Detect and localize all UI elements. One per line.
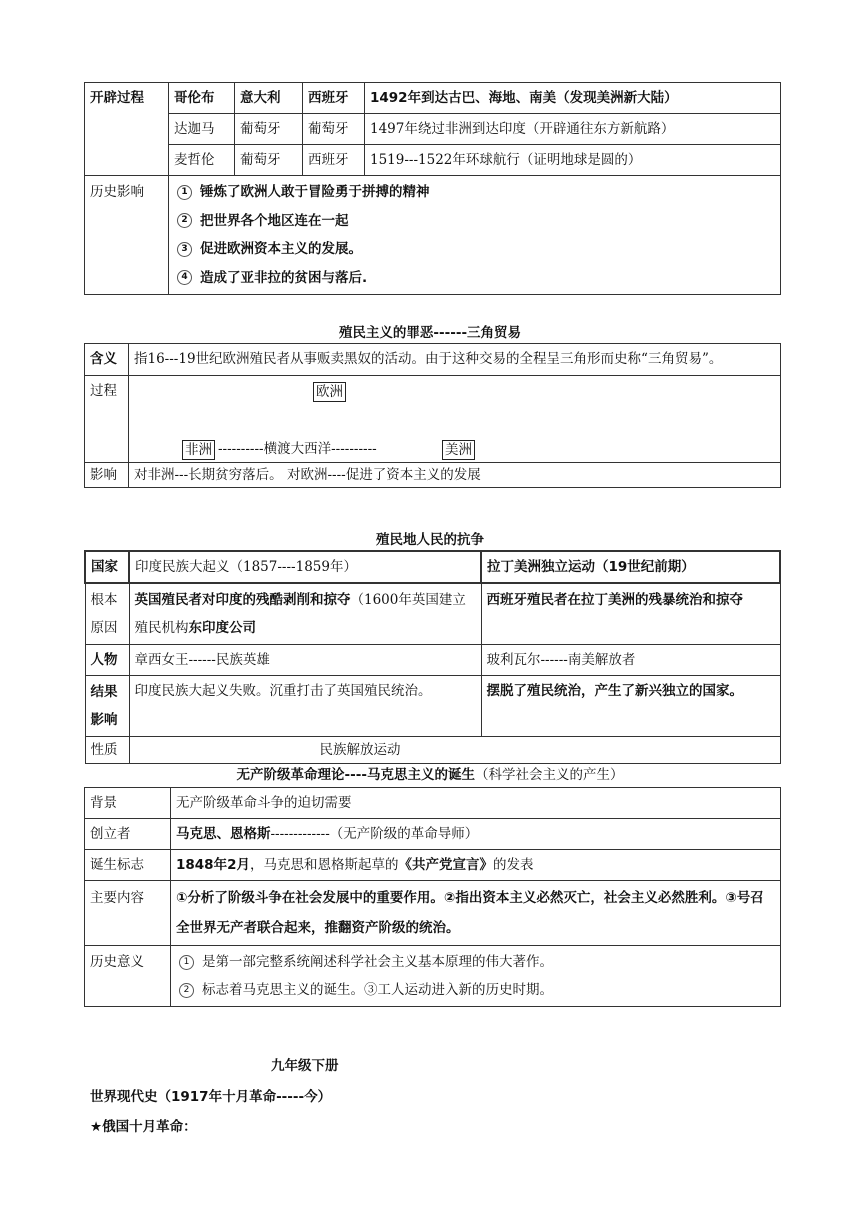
triangle-trade-table xyxy=(84,343,781,488)
meaning-label: 含义 xyxy=(85,344,129,376)
birth-mark-label: 诞生标志 xyxy=(85,850,171,881)
route-atlantic: ----------横渡大西洋---------- xyxy=(218,441,377,457)
india-person: 章西女王------民族英雄 xyxy=(129,645,481,676)
process-label: 开辟过程 xyxy=(85,83,169,176)
result-label: 结果影响 xyxy=(85,676,129,737)
europe-box: 欧洲 xyxy=(313,382,346,402)
background-label: 背景 xyxy=(85,788,171,819)
founder-label: 创立者 xyxy=(85,819,171,850)
modern-history-heading: 世界现代史（1917年十月革命-----今） xyxy=(90,1089,332,1105)
impact-text: 对非洲---长期贫穷落后。 对欧洲----促进了资本主义的发展 xyxy=(129,463,781,488)
navigator-country: 葡萄牙 xyxy=(235,145,303,176)
impact-list xyxy=(169,176,781,295)
october-revolution-heading: ★俄国十月革命： xyxy=(90,1119,197,1135)
africa-box: 非洲 xyxy=(182,440,215,460)
section-title-triangle-trade: 殖民主义的罪恶------三角贸易 xyxy=(338,325,522,341)
india-cause: 英国殖民者对印度的残酷剥削和掠夺（1600年英国建立殖民机构东印度公司 xyxy=(129,583,481,645)
circled-number: 1 xyxy=(177,185,192,200)
circled-number: 1 xyxy=(179,955,194,970)
circled-number: 3 xyxy=(177,242,192,257)
america-box: 美洲 xyxy=(442,440,475,460)
significance-list xyxy=(171,946,781,1007)
impact-label: 影响 xyxy=(85,463,129,488)
content-text: ①分析了阶级斗争在社会发展中的重要作用。②指出资本主义必然灭亡，社会主义必然胜利。③号召全世界无产者联合起来，推翻资产阶级的统治。 xyxy=(171,881,781,946)
navigator-name: 哥伦布 xyxy=(169,83,235,114)
india-header: 印度民族大起义（1857----1859年） xyxy=(129,551,481,583)
latin-person: 玻利瓦尔------南美解放者 xyxy=(481,645,780,676)
list-item: 2 把世界各个地区连在一起 xyxy=(174,207,775,236)
list-item: 3 促进欧洲资本主义的发展。 xyxy=(174,235,775,264)
grade-heading: 九年级下册 xyxy=(271,1058,339,1074)
country-label: 国家 xyxy=(85,551,129,583)
person-label: 人物 xyxy=(85,645,129,676)
navigator-name: 麦哲伦 xyxy=(169,145,235,176)
significance-label: 历史意义 xyxy=(85,946,171,1007)
circled-number: 4 xyxy=(177,270,192,285)
cause-label: 根本原因 xyxy=(85,583,129,645)
latin-result: 摆脱了殖民统治，产生了新兴独立的国家。 xyxy=(481,676,780,737)
latin-cause: 西班牙殖民者在拉丁美洲的残暴统治和掠夺 xyxy=(481,583,780,645)
sponsor-country: 西班牙 xyxy=(303,83,365,114)
list-item: 4 造成了亚非拉的贫困与落后. xyxy=(174,264,775,293)
sponsor-country: 西班牙 xyxy=(303,145,365,176)
content-label: 主要内容 xyxy=(85,881,171,946)
meaning-text: 指16---19世纪欧洲殖民者从事贩卖黑奴的活动。由于这种交易的全程呈三角形而史称“三角贸易”。 xyxy=(129,344,781,376)
navigator-country: 葡萄牙 xyxy=(235,114,303,145)
section-title-marxism: 无产阶级革命理论----马克思主义的诞生（科学社会主义的产生） xyxy=(236,767,624,783)
voyage-event: 1497年绕过非洲到达印度（开辟通往东方新航路） xyxy=(365,114,781,145)
navigator-country: 意大利 xyxy=(235,83,303,114)
process-diagram xyxy=(129,376,781,463)
process-label: 过程 xyxy=(85,376,129,463)
resistance-table xyxy=(84,550,781,764)
voyage-event: 1519---1522年环球航行（证明地球是圆的） xyxy=(365,145,781,176)
navigation-table xyxy=(84,82,781,295)
list-item: 2 标志着马克思主义的诞生。③工人运动进入新的历史时期。 xyxy=(176,976,775,1004)
impact-label: 历史影响 xyxy=(85,176,169,295)
birth-mark-text: 1848年2月，马克思和恩格斯起草的《共产党宣言》的发表 xyxy=(171,850,781,881)
list-item: 1 是第一部完整系统阐述科学社会主义基本原理的伟大著作。 xyxy=(176,948,775,976)
marxism-table xyxy=(84,787,781,1007)
founder-text: 马克思、恩格斯-------------（无产阶级的革命导师） xyxy=(171,819,781,850)
sponsor-country: 葡萄牙 xyxy=(303,114,365,145)
circled-number: 2 xyxy=(177,213,192,228)
navigator-name: 达迦马 xyxy=(169,114,235,145)
voyage-event: 1492年到达古巴、海地、南美（发现美洲新大陆） xyxy=(365,83,781,114)
india-result: 印度民族大起义失败。沉重打击了英国殖民统治。 xyxy=(129,676,481,737)
nature-label: 性质 xyxy=(85,737,129,764)
latin-america-header: 拉丁美洲独立运动（19世纪前期） xyxy=(481,551,780,583)
section-title-colonial-resistance: 殖民地人民的抗争 xyxy=(376,532,484,548)
circled-number: 2 xyxy=(179,983,194,998)
background-text: 无产阶级革命斗争的迫切需要 xyxy=(171,788,781,819)
nature-text: 民族解放运动 xyxy=(129,737,780,764)
list-item: 1 锤炼了欧洲人敢于冒险勇于拼搏的精神 xyxy=(174,178,775,207)
